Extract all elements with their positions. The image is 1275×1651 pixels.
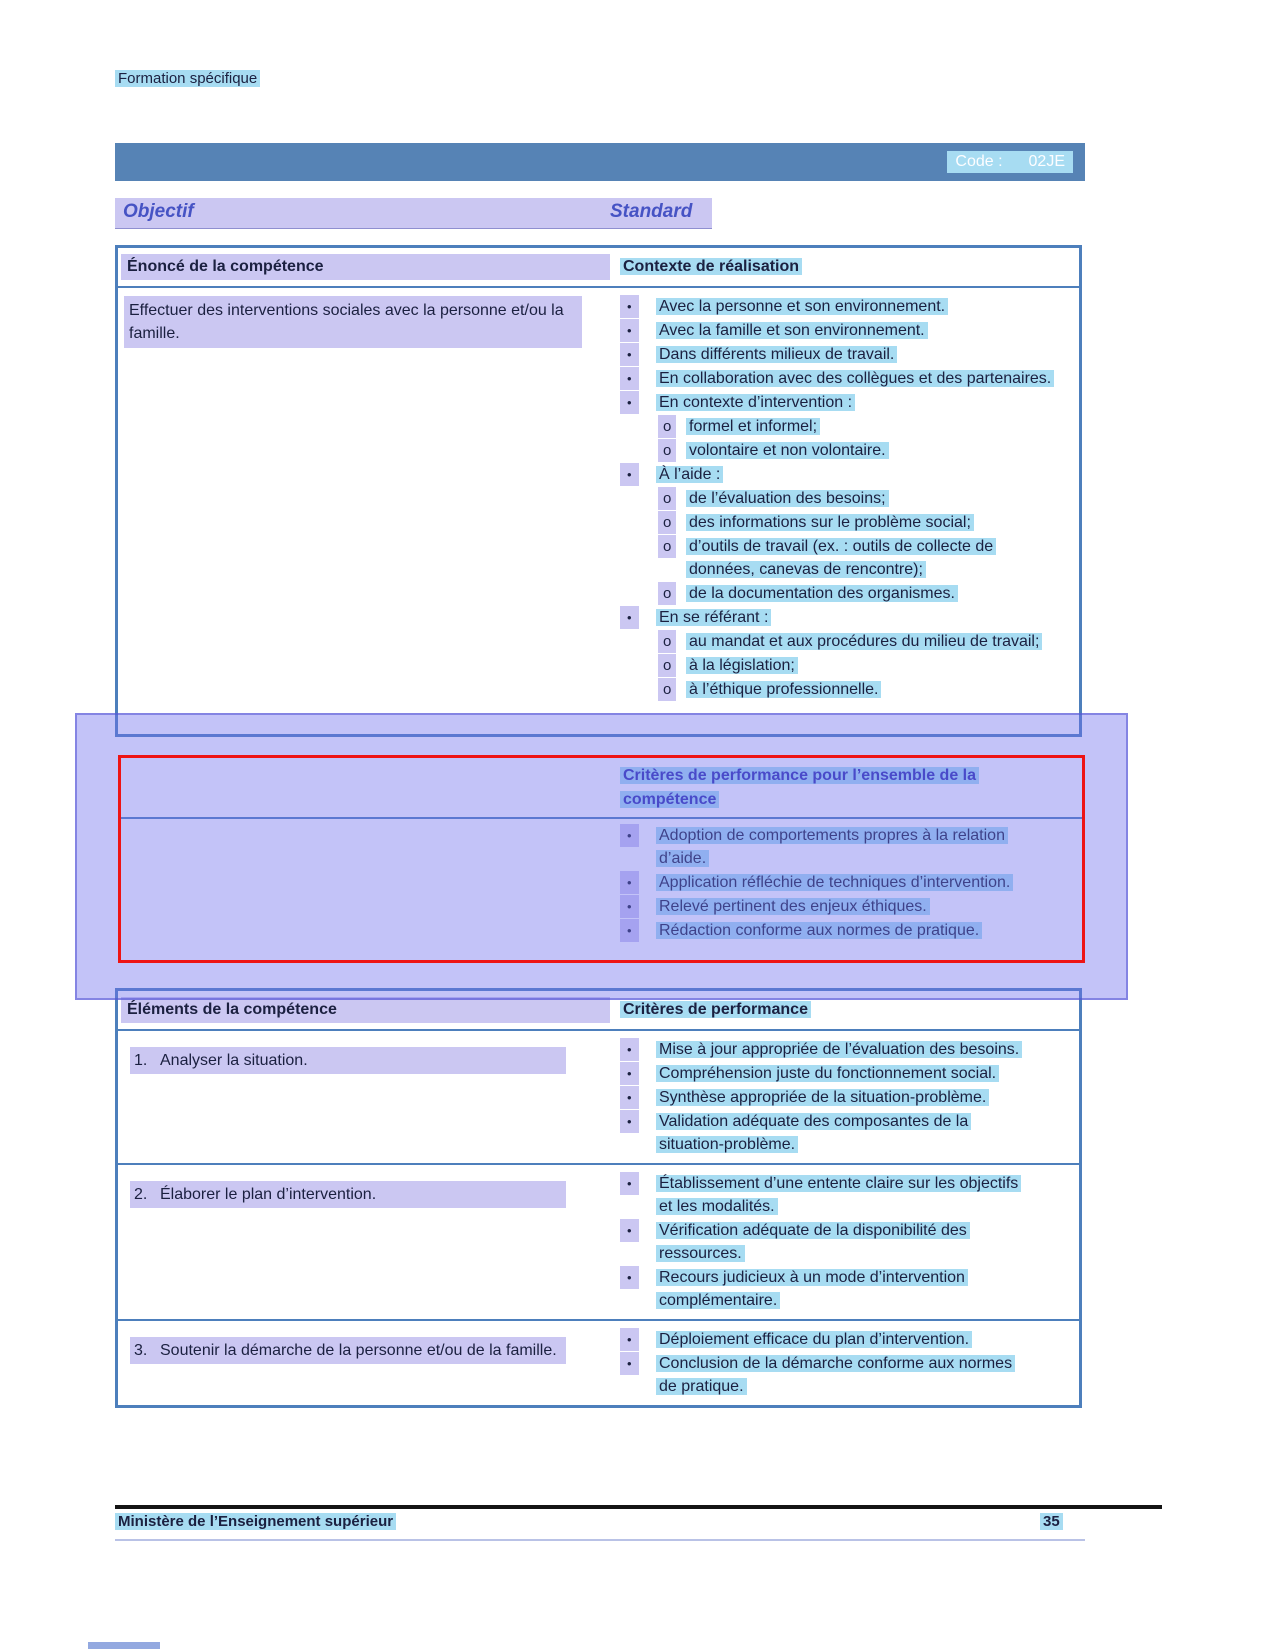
sub-list-item-text: à l’éthique professionnelle.	[686, 681, 881, 698]
competence-table-header	[118, 248, 1079, 288]
list-item	[620, 295, 1079, 318]
header-cell-enonce	[118, 254, 610, 280]
sub-list-item	[658, 630, 1079, 653]
annotation-artifact	[88, 1642, 160, 1649]
sub-bullet-icon: o	[658, 439, 686, 462]
header-enonce-text: Énoncé de la compétence	[127, 258, 324, 275]
section-label-text: Formation spécifique	[115, 70, 260, 87]
list-item-text: Déploiement efficace du plan d’intervention.	[656, 1331, 972, 1348]
sub-list-item	[658, 487, 1079, 510]
sub-list-item	[658, 511, 1079, 534]
bullet-icon: •	[620, 295, 656, 318]
element-number: 1.	[134, 1052, 148, 1069]
code-bar	[115, 143, 1085, 181]
list-item-text: Relevé pertinent des enjeux éthiques.	[656, 898, 930, 915]
bullet-icon: •	[620, 1266, 656, 1289]
ensemble-criteria-list	[610, 819, 1082, 942]
sub-list-item	[658, 439, 1079, 462]
standard-heading: Standard	[610, 201, 693, 222]
list-item-text: Rédaction conforme aux normes de pratique.	[656, 922, 982, 939]
header-criteres-text: Critères de performance	[620, 1001, 811, 1018]
list-item-text: Avec la personne et son environnement.	[656, 298, 948, 315]
sub-bullet-icon: o	[658, 415, 686, 438]
list-item	[620, 871, 1082, 894]
list-item	[620, 606, 1079, 629]
list-item-text: En contexte d’intervention :	[656, 394, 855, 411]
sub-list-item	[658, 582, 1079, 605]
sub-list-item-text: d’outils de travail (ex. : outils de collecte de données, canevas de rencontre);	[686, 538, 996, 578]
sub-list-item-text: volontaire et non volontaire.	[686, 442, 889, 459]
bullet-icon: •	[620, 871, 656, 894]
footer-underline	[115, 1539, 1085, 1541]
element-number: 3.	[134, 1342, 148, 1359]
ensemble-criteria-section	[121, 758, 1082, 958]
list-item	[620, 463, 1079, 486]
bullet-icon: •	[620, 1219, 656, 1242]
list-item-text: Mise à jour appropriée de l’évaluation des besoins.	[656, 1041, 1022, 1058]
list-item-text: Avec la famille et son environnement.	[656, 322, 928, 339]
bullet-icon: •	[620, 824, 656, 847]
objectif-heading: Objectif	[123, 201, 194, 222]
elements-table	[115, 988, 1082, 1408]
element-cell	[118, 1165, 610, 1319]
sub-list-item-text: de l’évaluation des besoins;	[686, 490, 889, 507]
sub-list-item-text: au mandat et aux procédures du milieu de travail;	[686, 633, 1042, 650]
sub-bullet-icon: o	[658, 535, 686, 558]
ensemble-criteria-title-text: Critères de performance pour l’ensemble de la compétence	[620, 767, 979, 808]
bullet-icon: •	[620, 463, 656, 486]
bullet-icon: •	[620, 1038, 656, 1061]
bullet-icon: •	[620, 319, 656, 342]
element-cell	[118, 1321, 610, 1405]
bullet-icon: •	[620, 1062, 656, 1085]
footer-page-number-text: 35	[1040, 1513, 1063, 1530]
sub-bullet-icon: o	[658, 511, 686, 534]
contexte-list	[610, 288, 1079, 702]
list-item-text: Dans différents milieux de travail.	[656, 346, 897, 363]
sub-list-item-text: à la législation;	[686, 657, 798, 674]
list-item-text: Recours judicieux à un mode d’intervention complémentaire.	[656, 1269, 968, 1309]
list-item	[620, 895, 1082, 918]
element-text: Élaborer le plan d’intervention.	[160, 1186, 377, 1203]
sub-list-item-text: formel et informel;	[686, 418, 820, 435]
header-cell-criteres	[610, 1001, 1079, 1019]
criteria-list	[610, 1321, 1079, 1405]
bullet-icon: •	[620, 1352, 656, 1375]
header-contexte-text: Contexte de réalisation	[620, 258, 802, 275]
sub-bullet-icon: o	[658, 654, 686, 677]
objectif-standard-row	[115, 198, 712, 229]
list-item	[620, 1038, 1079, 1061]
sub-bullet-icon: o	[658, 678, 686, 701]
list-item-text: En collaboration avec des collègues et des partenaires.	[656, 370, 1054, 387]
bullet-icon: •	[620, 919, 656, 942]
footer-ministry	[115, 1513, 396, 1530]
list-item-text: Synthèse appropriée de la situation-problème.	[656, 1089, 989, 1106]
list-item	[620, 1110, 1079, 1156]
elements-table-header	[118, 991, 1079, 1031]
list-item	[620, 1352, 1079, 1398]
bullet-icon: •	[620, 1086, 656, 1109]
sub-bullet-icon: o	[658, 582, 686, 605]
bullet-icon: •	[620, 343, 656, 366]
criteria-list	[610, 1165, 1079, 1319]
list-item-text: Compréhension juste du fonctionnement social.	[656, 1065, 999, 1082]
table-row	[118, 1031, 1079, 1163]
list-item	[620, 367, 1079, 390]
sub-bullet-icon: o	[658, 487, 686, 510]
header-cell-elements	[118, 997, 610, 1023]
bullet-icon: •	[620, 895, 656, 918]
sub-list-item	[658, 535, 1079, 581]
element-cell	[118, 1031, 610, 1163]
ensemble-criteria-title	[610, 758, 1082, 815]
bullet-icon: •	[620, 1328, 656, 1351]
element-statement	[130, 1181, 566, 1208]
list-item	[620, 1172, 1079, 1218]
list-item	[620, 919, 1082, 942]
table-row	[118, 1163, 1079, 1319]
list-item-text: Conclusion de la démarche conforme aux normes de pratique.	[656, 1355, 1015, 1395]
sub-list-item-text: des informations sur le problème social;	[686, 514, 974, 531]
bullet-icon: •	[620, 606, 656, 629]
footer-page-number	[1040, 1513, 1063, 1530]
header-cell-contexte	[610, 258, 1079, 276]
list-item	[620, 1219, 1079, 1265]
competence-table-body	[118, 288, 1079, 702]
list-item	[620, 824, 1082, 870]
bullet-icon: •	[620, 1172, 656, 1195]
footer-ministry-text: Ministère de l’Enseignement supérieur	[115, 1513, 396, 1530]
sub-list-item	[658, 415, 1079, 438]
element-statement	[130, 1337, 566, 1364]
list-item-text: Vérification adéquate de la disponibilité des ressources.	[656, 1222, 970, 1262]
list-item	[620, 1328, 1079, 1351]
list-item-text: Établissement d’une entente claire sur les objectifs et les modalités.	[656, 1175, 1021, 1215]
list-item-text: À l’aide :	[656, 466, 723, 483]
code-label: Code :	[955, 153, 1003, 170]
list-item	[620, 391, 1079, 414]
code-field	[947, 151, 1073, 173]
list-item	[620, 319, 1079, 342]
competence-table	[115, 245, 1082, 737]
list-item	[620, 1086, 1079, 1109]
list-item-text: Validation adéquate des composantes de la situation-problème.	[656, 1113, 971, 1153]
table-row	[118, 1319, 1079, 1405]
sub-list-item	[658, 678, 1079, 701]
list-item-text: Application réfléchie de techniques d’intervention.	[656, 874, 1013, 891]
competence-statement: Effectuer des interventions sociales avec la personne et/ou la famille.	[124, 296, 582, 348]
element-text: Analyser la situation.	[160, 1052, 308, 1069]
header-elements-text: Éléments de la compétence	[127, 1001, 337, 1018]
list-item	[620, 1062, 1079, 1085]
competence-statement-cell	[118, 288, 610, 702]
list-item-text: En se référant :	[656, 609, 771, 626]
bullet-icon: •	[620, 367, 656, 390]
bullet-icon: •	[620, 1110, 656, 1133]
element-text: Soutenir la démarche de la personne et/ou de la famille.	[160, 1342, 557, 1359]
element-number: 2.	[134, 1186, 148, 1203]
list-item-text: Adoption de comportements propres à la relation d’aide.	[656, 827, 1008, 867]
list-item	[620, 1266, 1079, 1312]
element-statement	[130, 1047, 566, 1074]
bullet-icon: •	[620, 391, 656, 414]
sub-list-item-text: de la documentation des organismes.	[686, 585, 958, 602]
criteria-list	[610, 1031, 1079, 1163]
sub-bullet-icon: o	[658, 630, 686, 653]
section-label	[115, 70, 260, 87]
code-value: 02JE	[1028, 153, 1065, 170]
sub-list-item	[658, 654, 1079, 677]
list-item	[620, 343, 1079, 366]
footer-rule	[115, 1505, 1162, 1509]
